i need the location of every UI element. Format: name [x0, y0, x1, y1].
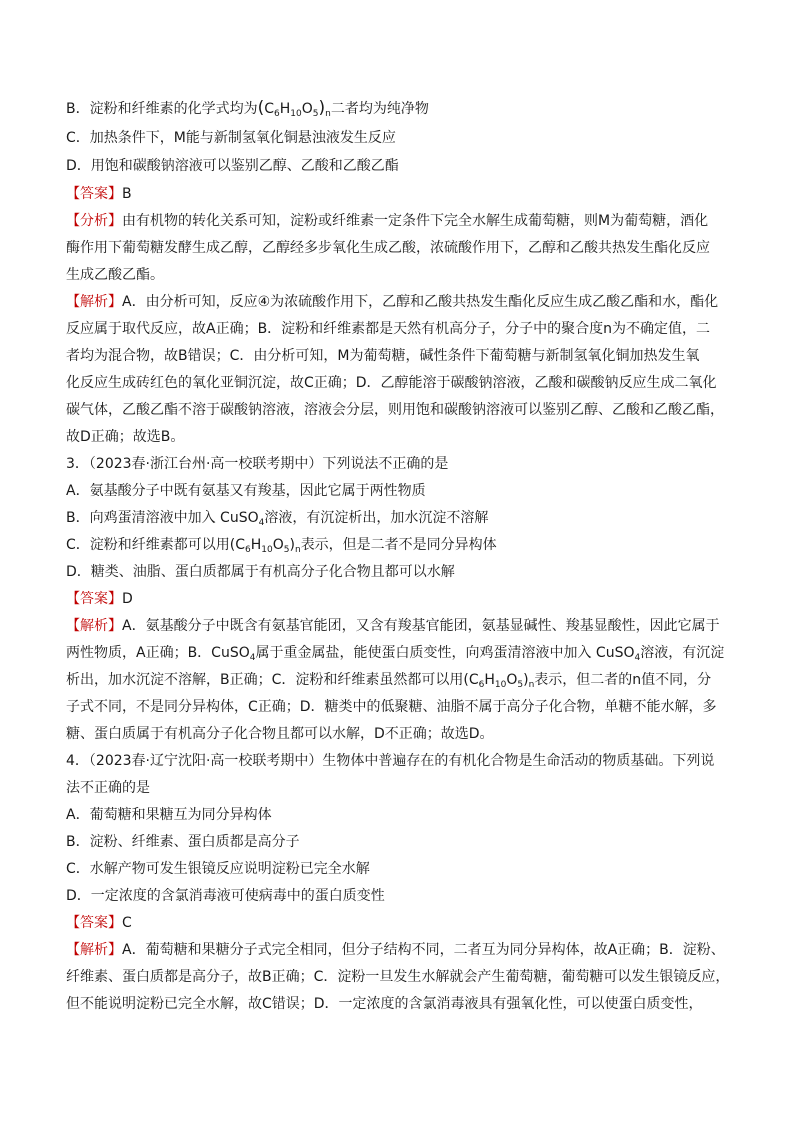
q3-answer	[66, 589, 736, 609]
q3-c-sub-1: 6	[245, 545, 251, 555]
formula-c-sub: 6	[274, 109, 280, 119]
q3-sol3-h: H	[484, 672, 495, 688]
q2-option-b-suffix: 二者均为纯净物	[330, 101, 429, 117]
q3-option-a: A．氨基酸分子中既有氨基又有羧基，因此它属于两性物质	[66, 483, 426, 499]
q2-answer	[66, 184, 736, 204]
q4-stem-line-2: 法不正确的是	[66, 780, 150, 796]
answer-value: C	[122, 915, 132, 931]
formula-close-paren: )	[318, 98, 326, 118]
q3-c-mid-3: )	[289, 537, 295, 553]
q4-option-b: B．淀粉、纤维素、蛋白质都是高分子	[66, 834, 300, 850]
q3-sol3-b: 表示，但二者的n值不同，分	[534, 672, 712, 688]
q2-option-c: C．加热条件下，M能与新制氢氧化铜悬浊液发生反应	[66, 130, 396, 146]
q3-sol3-s4: n	[528, 680, 535, 690]
q4-option-a: A．葡萄糖和果糖互为同分异构体	[66, 807, 272, 823]
formula-o: O	[301, 101, 313, 117]
q4-stem-line-1: 4．（2023春·辽宁沈阳·高一校联考期中）生物体中普遍存在的有机化合物是生命活动的物质基础。下列说	[66, 753, 715, 769]
solution-tag: 【解析】	[66, 618, 122, 634]
q4-solution-line-3: 但不能说明淀粉已完全水解，故C错误；D．一定浓度的含氯消毒液具有强氧化性，可以使蛋白质变性，	[66, 996, 703, 1012]
q3-c-sub-3: 5	[283, 545, 290, 555]
q2-option-b-text: B．淀粉和纤维素的化学式均为	[66, 101, 258, 117]
solution-tag: 【解析】	[66, 942, 122, 958]
analysis-text: 由有机物的转化关系可知，淀粉或纤维素一定条件下完全水解生成葡萄糖，则M为葡萄糖，酒化	[122, 213, 709, 229]
formula-h: H	[279, 101, 291, 117]
q3-solution-line-5: 糖、蛋白质属于有机高分子化合物且都可以水解，D不正确；故选D。	[66, 726, 494, 742]
q3-c-mid-1: H	[250, 537, 262, 553]
q3-sol3-s3: 5	[517, 680, 524, 690]
formula-n-sub: n	[325, 109, 331, 119]
q3-option-b-suffix: 溶液，有沉淀析出，加水沉淀不溶解	[264, 510, 489, 526]
q4-solution-line-2: 纤维素、蛋白质都是高分子，故B正确；C．淀粉一旦发生水解就会产生葡萄糖，葡萄糖可以发生银镜反应，	[66, 969, 730, 985]
answer-value: D	[122, 591, 133, 607]
answer-value: B	[122, 186, 132, 202]
q2-solution-line-3: 者均为混合物，故B错误；C．由分析可知，M为葡萄糖，碱性条件下葡萄糖与新制氢氧化铜加热发生氧	[66, 348, 700, 364]
q3-sol2-sub2: 4	[634, 653, 641, 663]
q4-option-c: C．水解产物可发生银镜反应说明淀粉已完全水解	[66, 861, 370, 877]
solution-tag: 【解析】	[66, 294, 122, 310]
q3-solution-line-2	[66, 643, 736, 663]
q3-c-sub-2: 10	[261, 545, 273, 555]
q2-option-b	[66, 98, 736, 119]
q2-analysis-line-3: 生成乙酸乙酯。	[66, 267, 164, 283]
answer-tag: 【答案】	[66, 591, 122, 607]
solution-text: A．由分析可知，反应④为浓硫酸作用下，乙醇和乙酸共热发生酯化反应生成乙酸乙酯和水，酯化	[122, 294, 719, 310]
q2-option-d: D．用饱和碳酸钠溶液可以鉴别乙醇、乙酸和乙酸乙酯	[66, 158, 399, 174]
q2-solution-line-5: 碳气体，乙酸乙酯不溶于碳酸钠溶液，溶液会分层，则用饱和碳酸钠溶液可以鉴别乙醇、乙酸和乙酸乙酯，	[66, 402, 724, 418]
q3-option-c-suffix: 表示，但是二者不是同分异构体	[300, 537, 497, 553]
answer-tag: 【答案】	[66, 915, 122, 931]
q3-option-d: D．糖类、油脂、蛋白质都属于有机高分子化合物且都可以水解	[66, 564, 455, 580]
q3-sol3-o: O	[506, 672, 518, 688]
formula-h-sub: 10	[290, 109, 302, 119]
q3-sol2-b: 属于重金属盐，能使蛋白质变性，向鸡蛋清溶液中加入 CuSO	[255, 645, 635, 661]
q3-c-sub-4: n	[294, 545, 301, 555]
q4-option-d: D．一定浓度的含氯消毒液可使病毒中的蛋白质变性	[66, 888, 385, 904]
formula-o-sub: 5	[312, 109, 319, 119]
analysis-tag: 【分析】	[66, 213, 122, 229]
q3-option-b-text: B．向鸡蛋清溶液中加入 CuSO	[66, 510, 259, 526]
answer-tag: 【答案】	[66, 186, 122, 202]
q2-analysis-line-2: 酶作用下葡萄糖发酵生成乙醇，乙醇经多步氧化生成乙酸，浓硫酸作用下，乙醇和乙酸共热发生酯化反应	[66, 240, 710, 256]
q3-stem: 3．（2023春·浙江台州·高一校联考期中）下列说法不正确的是	[66, 456, 449, 472]
q3-option-b	[66, 508, 736, 528]
formula-c: C	[264, 101, 275, 117]
q4-solution-line-1	[66, 940, 736, 960]
q3-sol2-a: 两性物质，A正确；B．CuSO	[66, 645, 250, 661]
q2-solution-line-2: 反应属于取代反应，故A正确；B．淀粉和纤维素都是天然有机高分子，分子中的聚合度n为不确定值，二	[66, 321, 711, 337]
q2-solution-line-4: 化反应生成砖红色的氧化亚铜沉淀，故C正确；D．乙醇能溶于碳酸钠溶液，乙酸和碳酸钠反应生成二氧化	[66, 375, 717, 391]
q2-solution-line-1	[66, 292, 736, 312]
q3-sol2-c: 溶液，有沉淀	[640, 645, 725, 661]
q3-sol3-p: )	[523, 672, 529, 688]
q3-sol3-s2: 10	[494, 680, 507, 690]
q3-solution-line-3	[66, 670, 736, 690]
q3-option-b-sub: 4	[258, 518, 265, 528]
q3-option-c	[66, 535, 736, 555]
solution-text: A．葡萄糖和果糖分子式完全相同，但分子结构不同，二者互为同分异构体，故A正确；B．淀粉、	[122, 942, 725, 958]
q3-sol2-sub: 4	[249, 653, 256, 663]
q3-solution-line-1	[66, 616, 736, 636]
q3-option-c-text: C．淀粉和纤维素都可以用(C	[66, 537, 246, 553]
q4-answer	[66, 913, 736, 933]
solution-text: A．氨基酸分子中既含有氨基官能团，又含有羧基官能团，氨基显碱性、羧基显酸性，因此它属于	[122, 618, 720, 634]
q3-c-mid-2: O	[272, 537, 284, 553]
q3-solution-line-4: 子式不同，不是同分异构体，C正确；D．糖类中的低聚糖、油脂不属于高分子化合物，单糖不能水解，多	[66, 699, 717, 715]
q2-analysis-line-1	[66, 211, 736, 231]
formula-open-paren: (	[257, 98, 265, 118]
q3-sol3-a: 析出，加水沉淀不溶解，B正确；C．淀粉和纤维素虽然都可以用(C	[66, 672, 479, 688]
q2-solution-line-6: 故D正确；故选B。	[66, 429, 185, 445]
q3-sol3-s1: 6	[478, 680, 485, 690]
